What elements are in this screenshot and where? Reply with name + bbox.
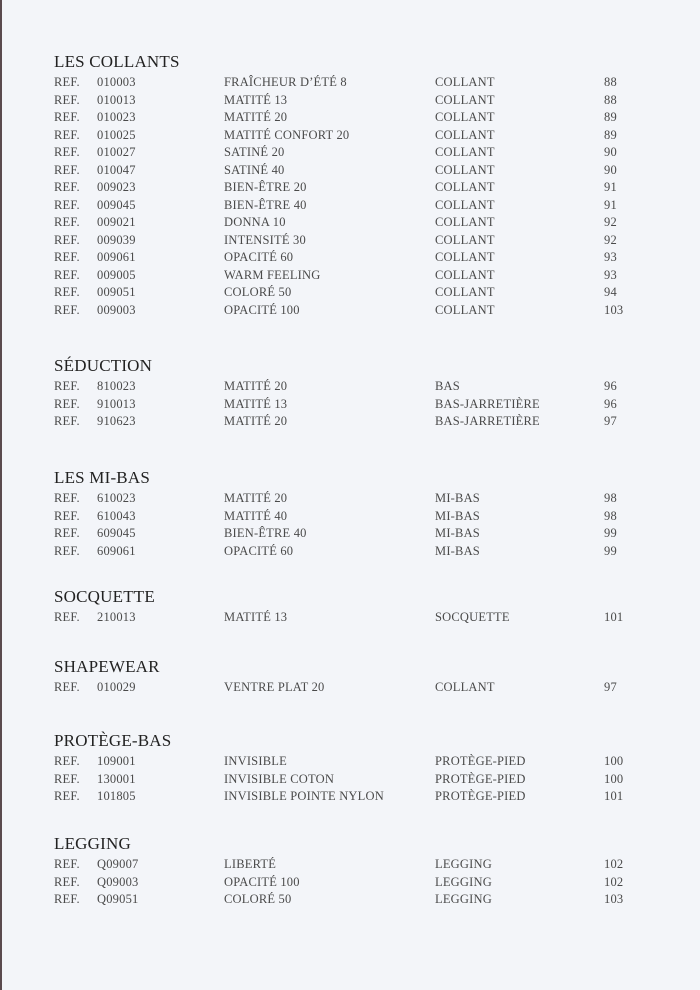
section-shapewear bbox=[54, 656, 674, 697]
product-row bbox=[54, 127, 674, 145]
product-row bbox=[54, 144, 674, 162]
product-code: 610023 bbox=[97, 491, 136, 505]
ref-label: REF. bbox=[54, 232, 80, 247]
page-number: 97 bbox=[604, 680, 617, 694]
product-list bbox=[54, 856, 674, 909]
product-type: PROTÈGE-PIED bbox=[435, 789, 526, 803]
product-name: INVISIBLE COTON bbox=[224, 771, 335, 786]
product-name: MATITÉ 13 bbox=[224, 396, 288, 411]
section-title: LES MI-BAS bbox=[54, 468, 150, 487]
page-number: 99 bbox=[604, 543, 617, 558]
page-number: 92 bbox=[604, 215, 617, 229]
page-number: 90 bbox=[604, 145, 617, 159]
product-type: LEGGING bbox=[435, 892, 492, 906]
section-title: LES COLLANTS bbox=[54, 52, 180, 71]
section-title: SOCQUETTE bbox=[54, 587, 155, 606]
ref-label: REF. bbox=[54, 771, 80, 786]
product-code: 910623 bbox=[97, 414, 136, 428]
section-legging bbox=[54, 833, 674, 909]
product-name: MATITÉ 20 bbox=[224, 110, 288, 124]
product-type: BAS-JARRETIÈRE bbox=[435, 396, 540, 411]
product-name: BIEN-ÊTRE 40 bbox=[224, 197, 307, 212]
product-type: COLLANT bbox=[435, 110, 495, 124]
product-code: 010029 bbox=[97, 680, 136, 694]
product-code: 009005 bbox=[97, 267, 136, 282]
product-name: DONNA 10 bbox=[224, 215, 286, 229]
page-number: 99 bbox=[604, 526, 617, 540]
ref-label: REF. bbox=[54, 75, 80, 89]
product-code: 009039 bbox=[97, 232, 136, 247]
product-name: BIEN-ÊTRE 20 bbox=[224, 180, 307, 194]
product-code: 610043 bbox=[97, 508, 136, 523]
product-type: SOCQUETTE bbox=[435, 610, 510, 624]
product-row bbox=[54, 856, 674, 874]
product-code: 010047 bbox=[97, 162, 136, 177]
product-type: COLLANT bbox=[435, 215, 495, 229]
product-row bbox=[54, 179, 674, 197]
ref-label: REF. bbox=[54, 414, 80, 428]
product-name: OPACITÉ 60 bbox=[224, 543, 294, 558]
ref-label: REF. bbox=[54, 789, 80, 803]
page-number: 101 bbox=[604, 789, 624, 803]
product-row bbox=[54, 508, 674, 526]
product-row bbox=[54, 753, 674, 771]
product-row bbox=[54, 788, 674, 806]
product-type: COLLANT bbox=[435, 162, 495, 177]
product-type: MI-BAS bbox=[435, 508, 480, 523]
product-type: COLLANT bbox=[435, 267, 495, 282]
product-row bbox=[54, 214, 674, 232]
product-name: MATITÉ 20 bbox=[224, 379, 288, 393]
product-row bbox=[54, 74, 674, 92]
ref-label: REF. bbox=[54, 92, 80, 107]
page-number: 91 bbox=[604, 180, 617, 194]
page-number: 88 bbox=[604, 75, 617, 89]
product-row bbox=[54, 378, 674, 396]
ref-label: REF. bbox=[54, 145, 80, 159]
product-name: MATITÉ 13 bbox=[224, 610, 288, 624]
product-type: COLLANT bbox=[435, 180, 495, 194]
product-row bbox=[54, 771, 674, 789]
section-les-mi-bas bbox=[54, 467, 674, 560]
product-type: COLLANT bbox=[435, 302, 495, 317]
product-name: SATINÉ 20 bbox=[224, 145, 285, 159]
product-row bbox=[54, 284, 674, 302]
ref-label: REF. bbox=[54, 680, 80, 694]
product-code: 609045 bbox=[97, 526, 136, 540]
ref-label: REF. bbox=[54, 215, 80, 229]
page-number: 94 bbox=[604, 285, 617, 299]
product-type: COLLANT bbox=[435, 145, 495, 159]
product-type: BAS-JARRETIÈRE bbox=[435, 414, 540, 428]
page-number: 98 bbox=[604, 491, 617, 505]
product-row bbox=[54, 490, 674, 508]
ref-label: REF. bbox=[54, 285, 80, 299]
ref-label: REF. bbox=[54, 491, 80, 505]
product-code: Q09051 bbox=[97, 892, 139, 906]
product-name: OPACITÉ 60 bbox=[224, 250, 294, 264]
product-row bbox=[54, 267, 674, 285]
ref-label: REF. bbox=[54, 127, 80, 142]
page-number: 100 bbox=[604, 771, 624, 786]
product-row bbox=[54, 413, 674, 431]
product-row bbox=[54, 197, 674, 215]
product-name: FRAÎCHEUR D’ÉTÉ 8 bbox=[224, 75, 347, 89]
product-code: 009003 bbox=[97, 302, 136, 317]
product-code: 010027 bbox=[97, 145, 136, 159]
page-number: 101 bbox=[604, 610, 624, 624]
product-row bbox=[54, 525, 674, 543]
section-seduction bbox=[54, 355, 674, 431]
ref-label: REF. bbox=[54, 526, 80, 540]
product-type: COLLANT bbox=[435, 285, 495, 299]
product-row bbox=[54, 92, 674, 110]
ref-label: REF. bbox=[54, 396, 80, 411]
product-type: COLLANT bbox=[435, 127, 495, 142]
page-number: 91 bbox=[604, 197, 617, 212]
product-type: PROTÈGE-PIED bbox=[435, 754, 526, 768]
product-type: COLLANT bbox=[435, 92, 495, 107]
product-code: 010003 bbox=[97, 75, 136, 89]
product-type: BAS bbox=[435, 379, 460, 393]
product-code: 109001 bbox=[97, 754, 136, 768]
product-row bbox=[54, 679, 674, 697]
product-name: MATITÉ 20 bbox=[224, 414, 288, 428]
product-type: COLLANT bbox=[435, 75, 495, 89]
product-code: 009023 bbox=[97, 180, 136, 194]
page-number: 92 bbox=[604, 232, 617, 247]
product-code: 009021 bbox=[97, 215, 136, 229]
section-title: SHAPEWEAR bbox=[54, 657, 160, 676]
section-title: PROTÈGE-BAS bbox=[54, 731, 172, 750]
page-number: 96 bbox=[604, 396, 617, 411]
product-row bbox=[54, 109, 674, 127]
ref-label: REF. bbox=[54, 302, 80, 317]
page-number: 100 bbox=[604, 754, 624, 768]
product-type: MI-BAS bbox=[435, 491, 480, 505]
product-list bbox=[54, 378, 674, 431]
product-code: Q09003 bbox=[97, 874, 139, 889]
ref-label: REF. bbox=[54, 754, 80, 768]
section-socquette bbox=[54, 586, 674, 627]
product-list bbox=[54, 753, 674, 806]
product-name: VENTRE PLAT 20 bbox=[224, 680, 325, 694]
product-type: COLLANT bbox=[435, 232, 495, 247]
product-code: 010023 bbox=[97, 110, 136, 124]
product-code: 210013 bbox=[97, 610, 136, 624]
ref-label: REF. bbox=[54, 610, 80, 624]
product-row bbox=[54, 543, 674, 561]
product-name: OPACITÉ 100 bbox=[224, 302, 300, 317]
product-type: COLLANT bbox=[435, 680, 495, 694]
product-code: 130001 bbox=[97, 771, 136, 786]
page-number: 98 bbox=[604, 508, 617, 523]
product-code: 010013 bbox=[97, 92, 136, 107]
product-name: MATITÉ 40 bbox=[224, 508, 288, 523]
page-number: 90 bbox=[604, 162, 617, 177]
page-number: 89 bbox=[604, 110, 617, 124]
product-row bbox=[54, 891, 674, 909]
product-code: 609061 bbox=[97, 543, 136, 558]
product-type: COLLANT bbox=[435, 250, 495, 264]
page-number: 103 bbox=[604, 302, 624, 317]
product-type: MI-BAS bbox=[435, 543, 480, 558]
product-name: OPACITÉ 100 bbox=[224, 874, 300, 889]
product-code: 910013 bbox=[97, 396, 136, 411]
product-name: SATINÉ 40 bbox=[224, 162, 285, 177]
product-code: 101805 bbox=[97, 789, 136, 803]
product-code: 009051 bbox=[97, 285, 136, 299]
ref-label: REF. bbox=[54, 162, 80, 177]
section-title: SÉDUCTION bbox=[54, 356, 153, 375]
product-row bbox=[54, 249, 674, 267]
product-row bbox=[54, 396, 674, 414]
product-type: LEGGING bbox=[435, 857, 492, 871]
page-number: 103 bbox=[604, 892, 624, 906]
product-name: INTENSITÉ 30 bbox=[224, 232, 306, 247]
ref-label: REF. bbox=[54, 110, 80, 124]
product-name: LIBERTÉ bbox=[224, 857, 277, 871]
ref-label: REF. bbox=[54, 267, 80, 282]
ref-label: REF. bbox=[54, 379, 80, 393]
page-number: 88 bbox=[604, 92, 617, 107]
product-type: LEGGING bbox=[435, 874, 492, 889]
ref-label: REF. bbox=[54, 180, 80, 194]
product-name: COLORÉ 50 bbox=[224, 892, 292, 906]
page-number: 89 bbox=[604, 127, 617, 142]
ref-label: REF. bbox=[54, 250, 80, 264]
page-number: 93 bbox=[604, 250, 617, 264]
product-list bbox=[54, 74, 674, 319]
product-code: 810023 bbox=[97, 379, 136, 393]
product-type: PROTÈGE-PIED bbox=[435, 771, 526, 786]
product-code: 010025 bbox=[97, 127, 136, 142]
ref-label: REF. bbox=[54, 543, 80, 558]
section-title: LEGGING bbox=[54, 834, 131, 853]
page-number: 97 bbox=[604, 414, 617, 428]
product-row bbox=[54, 162, 674, 180]
page-number: 102 bbox=[604, 857, 624, 871]
product-name: INVISIBLE bbox=[224, 754, 287, 768]
ref-label: REF. bbox=[54, 857, 80, 871]
ref-label: REF. bbox=[54, 874, 80, 889]
section-les-collants bbox=[54, 51, 674, 319]
product-name: COLORÉ 50 bbox=[224, 285, 292, 299]
product-list bbox=[54, 490, 674, 560]
ref-label: REF. bbox=[54, 508, 80, 523]
product-type: MI-BAS bbox=[435, 526, 480, 540]
ref-label: REF. bbox=[54, 892, 80, 906]
product-name: MATITÉ 20 bbox=[224, 491, 288, 505]
section-protege-bas bbox=[54, 730, 674, 806]
product-type: COLLANT bbox=[435, 197, 495, 212]
product-name: WARM FEELING bbox=[224, 267, 321, 282]
product-row bbox=[54, 232, 674, 250]
ref-label: REF. bbox=[54, 197, 80, 212]
product-name: BIEN-ÊTRE 40 bbox=[224, 526, 307, 540]
product-list bbox=[54, 679, 674, 697]
product-name: MATITÉ CONFORT 20 bbox=[224, 127, 350, 142]
product-code: 009061 bbox=[97, 250, 136, 264]
product-name: MATITÉ 13 bbox=[224, 92, 288, 107]
product-code: 009045 bbox=[97, 197, 136, 212]
product-row bbox=[54, 302, 674, 320]
product-row bbox=[54, 874, 674, 892]
product-row bbox=[54, 609, 674, 627]
product-list bbox=[54, 609, 674, 627]
page-number: 102 bbox=[604, 874, 624, 889]
product-code: Q09007 bbox=[97, 857, 139, 871]
product-name: INVISIBLE POINTE NYLON bbox=[224, 789, 384, 803]
page-number: 96 bbox=[604, 379, 617, 393]
page-number: 93 bbox=[604, 267, 617, 282]
